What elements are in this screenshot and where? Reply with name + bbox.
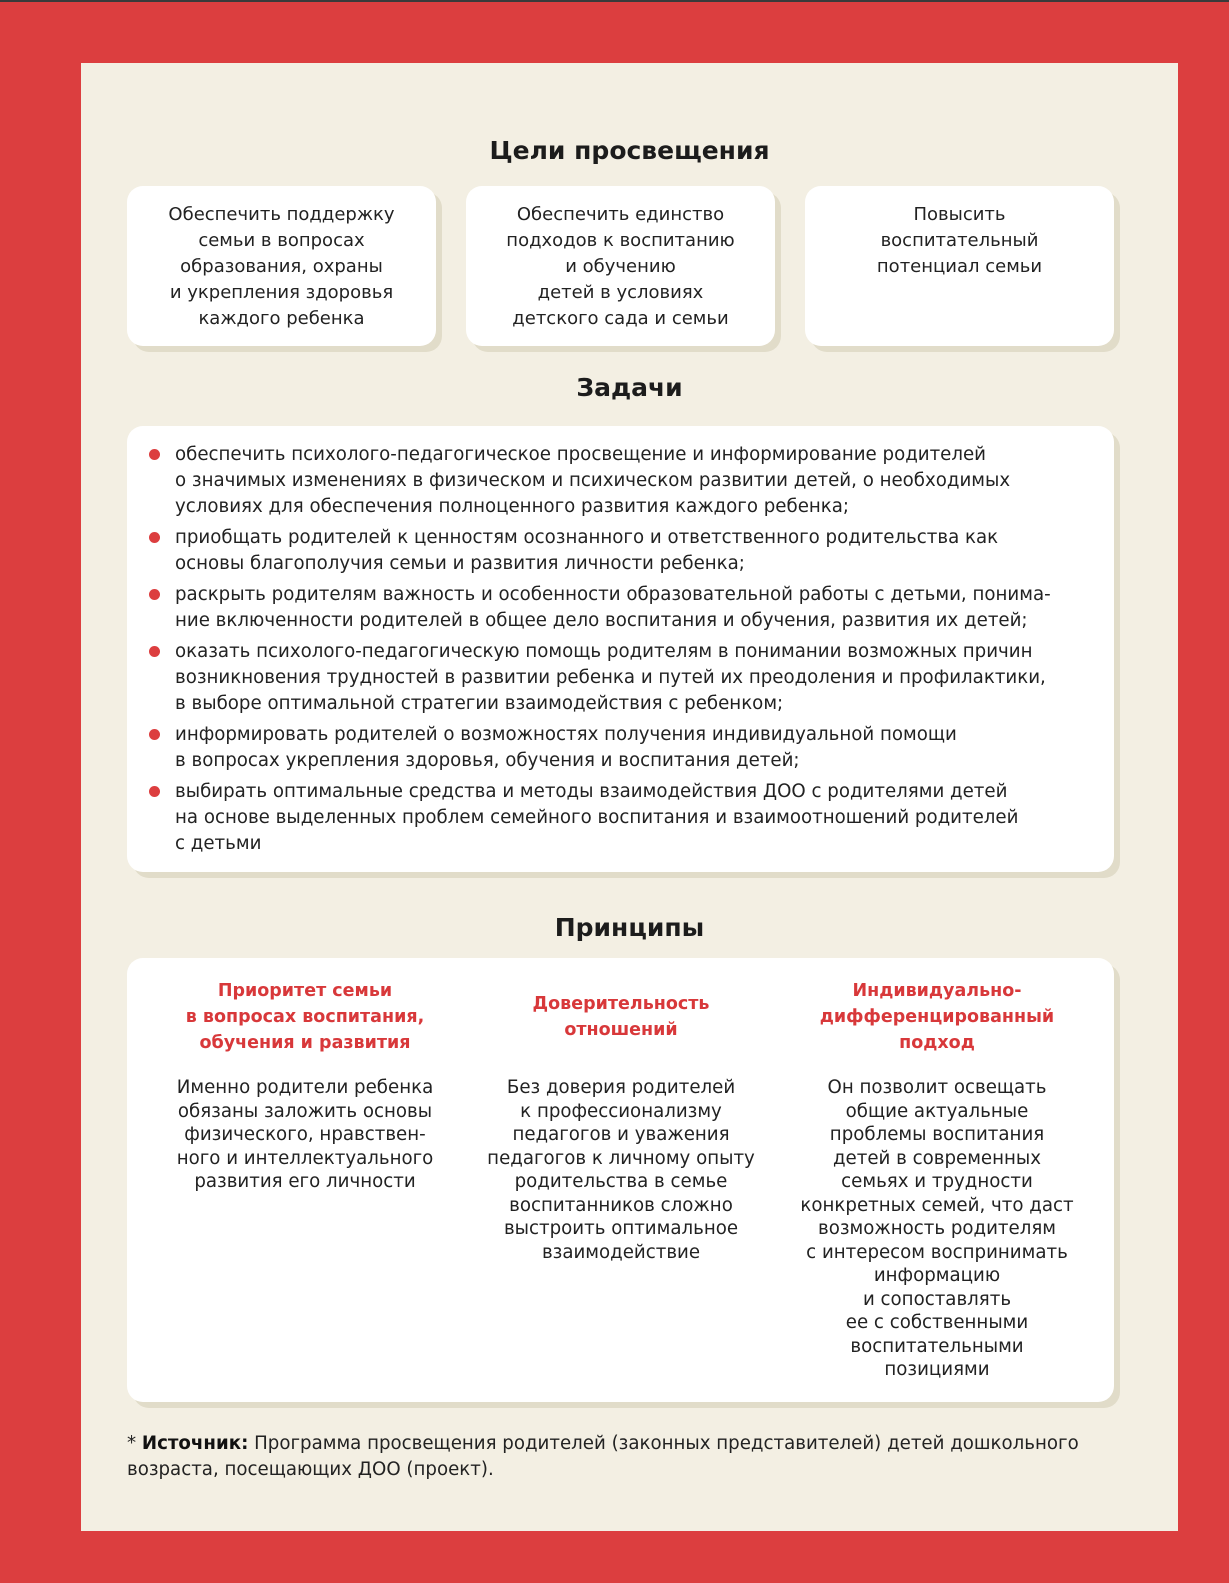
principle-title: Доверительность отношений: [532, 994, 710, 1040]
bullet-icon: [149, 786, 160, 797]
task-text: информировать родителей о возможностях получения индивидуальной помощи в вопросах укрепления здоровья, обучения и воспитания детей;: [175, 724, 957, 771]
task-item-4: [175, 639, 1084, 717]
tasks-card: [127, 426, 1114, 872]
footnote-label: Источник:: [141, 1433, 249, 1454]
goal-card-2: Обеспечить единство подходов к воспитанию и обучению детей в условиях детского сада и семьи: [466, 186, 775, 346]
task-text: выбирать оптимальные средства и методы взаимодействия ДОО с родителями детей на основе выделенных проблем семейного воспитания и взаимоотношений родителей с детьми: [175, 781, 1019, 854]
goals-heading: Цели просвещения: [489, 136, 770, 165]
bullet-icon: [149, 532, 160, 543]
bullet-icon: [149, 729, 160, 740]
bullet-icon: [149, 589, 160, 600]
principle-text: Без доверия родителей к профессионализму педагогов и уважения педагогов к личному опыту родительства в семье воспитанников сложно выстроить оптимальное взаимодействие: [487, 1077, 755, 1263]
principle-title: Индивидуально- дифференцированный подход: [819, 981, 1055, 1053]
task-item-3: [175, 582, 1084, 634]
task-item-6: [175, 779, 1084, 857]
bullet-icon: [149, 449, 160, 460]
task-text: раскрыть родителям важность и особенности образовательной работы с детьми, понима- ние включенности родителей в общее дело воспитания и обучения, развития их детей;: [175, 584, 1051, 631]
task-text: приобщать родителей к ценностям осознанного и ответственного родительства как основы благополучия семьи и развития личности ребенка;: [175, 527, 999, 574]
tasks-heading: Задачи: [576, 373, 683, 402]
principles-card: [127, 958, 1114, 1402]
footnote-marker: *: [127, 1433, 142, 1454]
task-text: обеспечить психолого-педагогическое просвещение и информирование родителей о значимых изменениях в физическом и психическом развитии детей, о необходимых условиях для обеспечения полноценного развития каждого ребенка;: [175, 444, 1011, 517]
principle-text: Он позволит освещать общие актуальные проблемы воспитания детей в современных семьях и трудности конкретных семей, что даст возможность родителям с интересом воспринимать информацию и сопоставлять ее с собственными воспитательными позициями: [800, 1077, 1074, 1380]
principles-heading: Принципы: [554, 913, 705, 942]
bullet-icon: [149, 646, 160, 657]
task-text: оказать психолого-педагогическую помощь родителям в понимании возможных причин возникновения трудностей в развитии ребенка и путей их преодоления и профилактики, в выборе оптимальной стратегии взаимодействия с ребенком;: [175, 641, 1046, 714]
task-item-1: [175, 442, 1084, 520]
source-footnote: [127, 1431, 1127, 1483]
content-sheet: [81, 63, 1178, 1531]
goal-card-1: Обеспечить поддержку семьи в вопросах образования, охраны и укрепления здоровья каждого ребенка: [127, 186, 436, 346]
top-border-line: [0, 0, 1229, 2]
footnote-text: Программа просвещения родителей (законных представителей) детей дошкольного возраста, посещающих ДОО (проект).: [127, 1433, 1079, 1480]
principle-title: Приоритет семьи в вопросах воспитания, обучения и развития: [185, 981, 425, 1053]
task-item-2: [175, 525, 1084, 577]
task-item-5: [175, 722, 1084, 774]
principle-text: Именно родители ребенка обязаны заложить основы физического, нравствен- ного и интеллектуального развития его личности: [176, 1077, 434, 1192]
goal-card-3: Повысить воспитательный потенциал семьи: [805, 186, 1114, 346]
